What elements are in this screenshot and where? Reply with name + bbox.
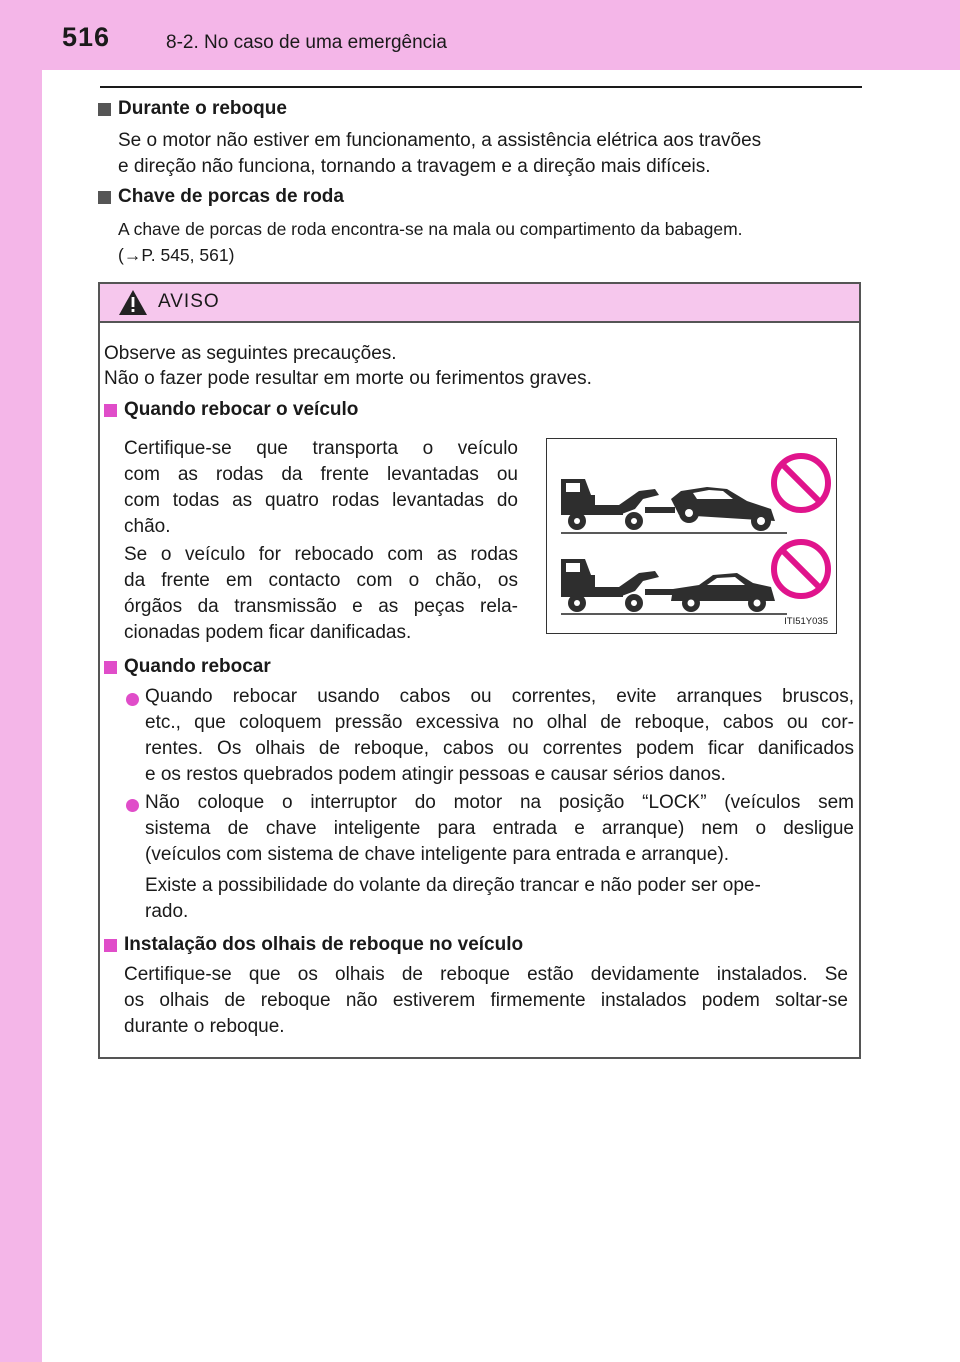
warning-intro-line2: Não o fazer pode resultar em morte ou ferimentos graves. [104,368,592,389]
section1-p1 [124,436,518,540]
text-line: (veículos com sistema de chave inteligente para entrada e arranque). [145,844,730,865]
text-line: os olhais de reboque não estiverem firmemente instalados podem soltar-se [124,990,848,1011]
tow-truck-top [561,479,675,530]
square-marker-icon [98,103,111,116]
wrench-text-line2: (→P. 545, 561) [118,245,235,265]
bullet-dot-icon [126,799,139,812]
towed-car-bottom [671,573,775,612]
text-line: etc., que coloquem pressão excessiva no olhal de reboque, cabos ou cor- [145,712,854,733]
heading-wrench-label: Chave de porcas de roda [118,186,344,207]
text-line: Certifique-se que os olhais de reboque estão devidamente instalados. Se [124,964,848,985]
text-line: rentes. Os olhais de reboque, cabos ou correntes podem ficar danificados [145,738,854,759]
section2-bullet2-note-line2: rado. [145,901,189,922]
text-line: da frente em contacto com o chão, os [124,570,518,591]
heading-tow-eyelet-label: Instalação dos olhais de reboque no veículo [124,934,524,955]
towing-diagram [547,439,836,633]
warning-intro-line1: Observe as seguintes precauções. [104,343,397,364]
square-marker-icon [104,661,117,674]
heading-towing-vehicle [104,399,358,421]
text-line: com todas as quatro rodas levantadas do [124,490,518,511]
section2-bullet2-note-line1: Existe a possibilidade do volante da direção trancar e não poder ser ope- [145,875,761,896]
wrench-text-line1: A chave de porcas de roda encontra-se na mala ou compartimento da babagem. [118,219,743,239]
bullet-dot-icon [126,693,139,706]
heading-wrench [98,186,344,208]
text-line: com as rodas da frente levantadas ou [124,464,518,485]
heading-tow-eyelet [104,934,523,956]
towing-text-line1: Se o motor não estiver em funcionamento, a assistência elétrica aos travões [118,130,762,151]
prohibition-icon-top [774,456,828,510]
text-line: Certifique-se que transporta o veículo [124,438,518,459]
text-line: órgãos da transmissão e as peças rela- [124,596,518,617]
page-side-band [0,0,42,1362]
prohibition-icon-bottom [774,542,828,596]
square-marker-icon [104,404,117,417]
text-line: sistema de chave inteligente para entrada e arranque) nem o desligue [145,818,854,839]
warning-title: AVISO [158,291,220,312]
text-line: e os restos quebrados podem atingir pessoas e causar sérios danos. [145,764,726,785]
warning-triangle-icon [118,289,148,316]
section3-text [124,962,848,1040]
text-line: durante o reboque. [124,1016,285,1037]
heading-towing-label: Durante o reboque [118,98,287,119]
towed-car-top [671,487,775,531]
section2-bullet1 [145,684,854,788]
square-marker-icon [98,191,111,204]
heading-towing [98,98,287,120]
towing-illustration [546,438,837,634]
text-line: cionadas podem ficar danificadas. [124,622,412,643]
text-line: Se o veículo for rebocado com as rodas [124,544,518,565]
text-line: Quando rebocar usando cabos ou correntes, evite arranques bruscos, [145,686,854,707]
section1-p2 [124,542,518,646]
figure-caption: ITI51Y035 [784,616,828,627]
text-line: chão. [124,516,171,537]
warning-header [100,284,859,323]
heading-towing-vehicle-label: Quando rebocar o veículo [124,399,359,420]
towing-text-line2: e direção não funciona, tornando a travagem e a direção mais difíceis. [118,156,711,177]
heading-when-towing [104,656,271,678]
section-title: 8-2. No caso de uma emergência [166,32,447,53]
section2-bullet2 [145,790,854,868]
square-marker-icon [104,939,117,952]
tow-truck-bottom [561,559,675,612]
header-rule [100,86,862,88]
page-number: 516 [62,22,111,52]
heading-when-towing-label: Quando rebocar [124,656,271,677]
text-line: Não coloque o interruptor do motor na posição “LOCK” (veículos sem [145,792,854,813]
